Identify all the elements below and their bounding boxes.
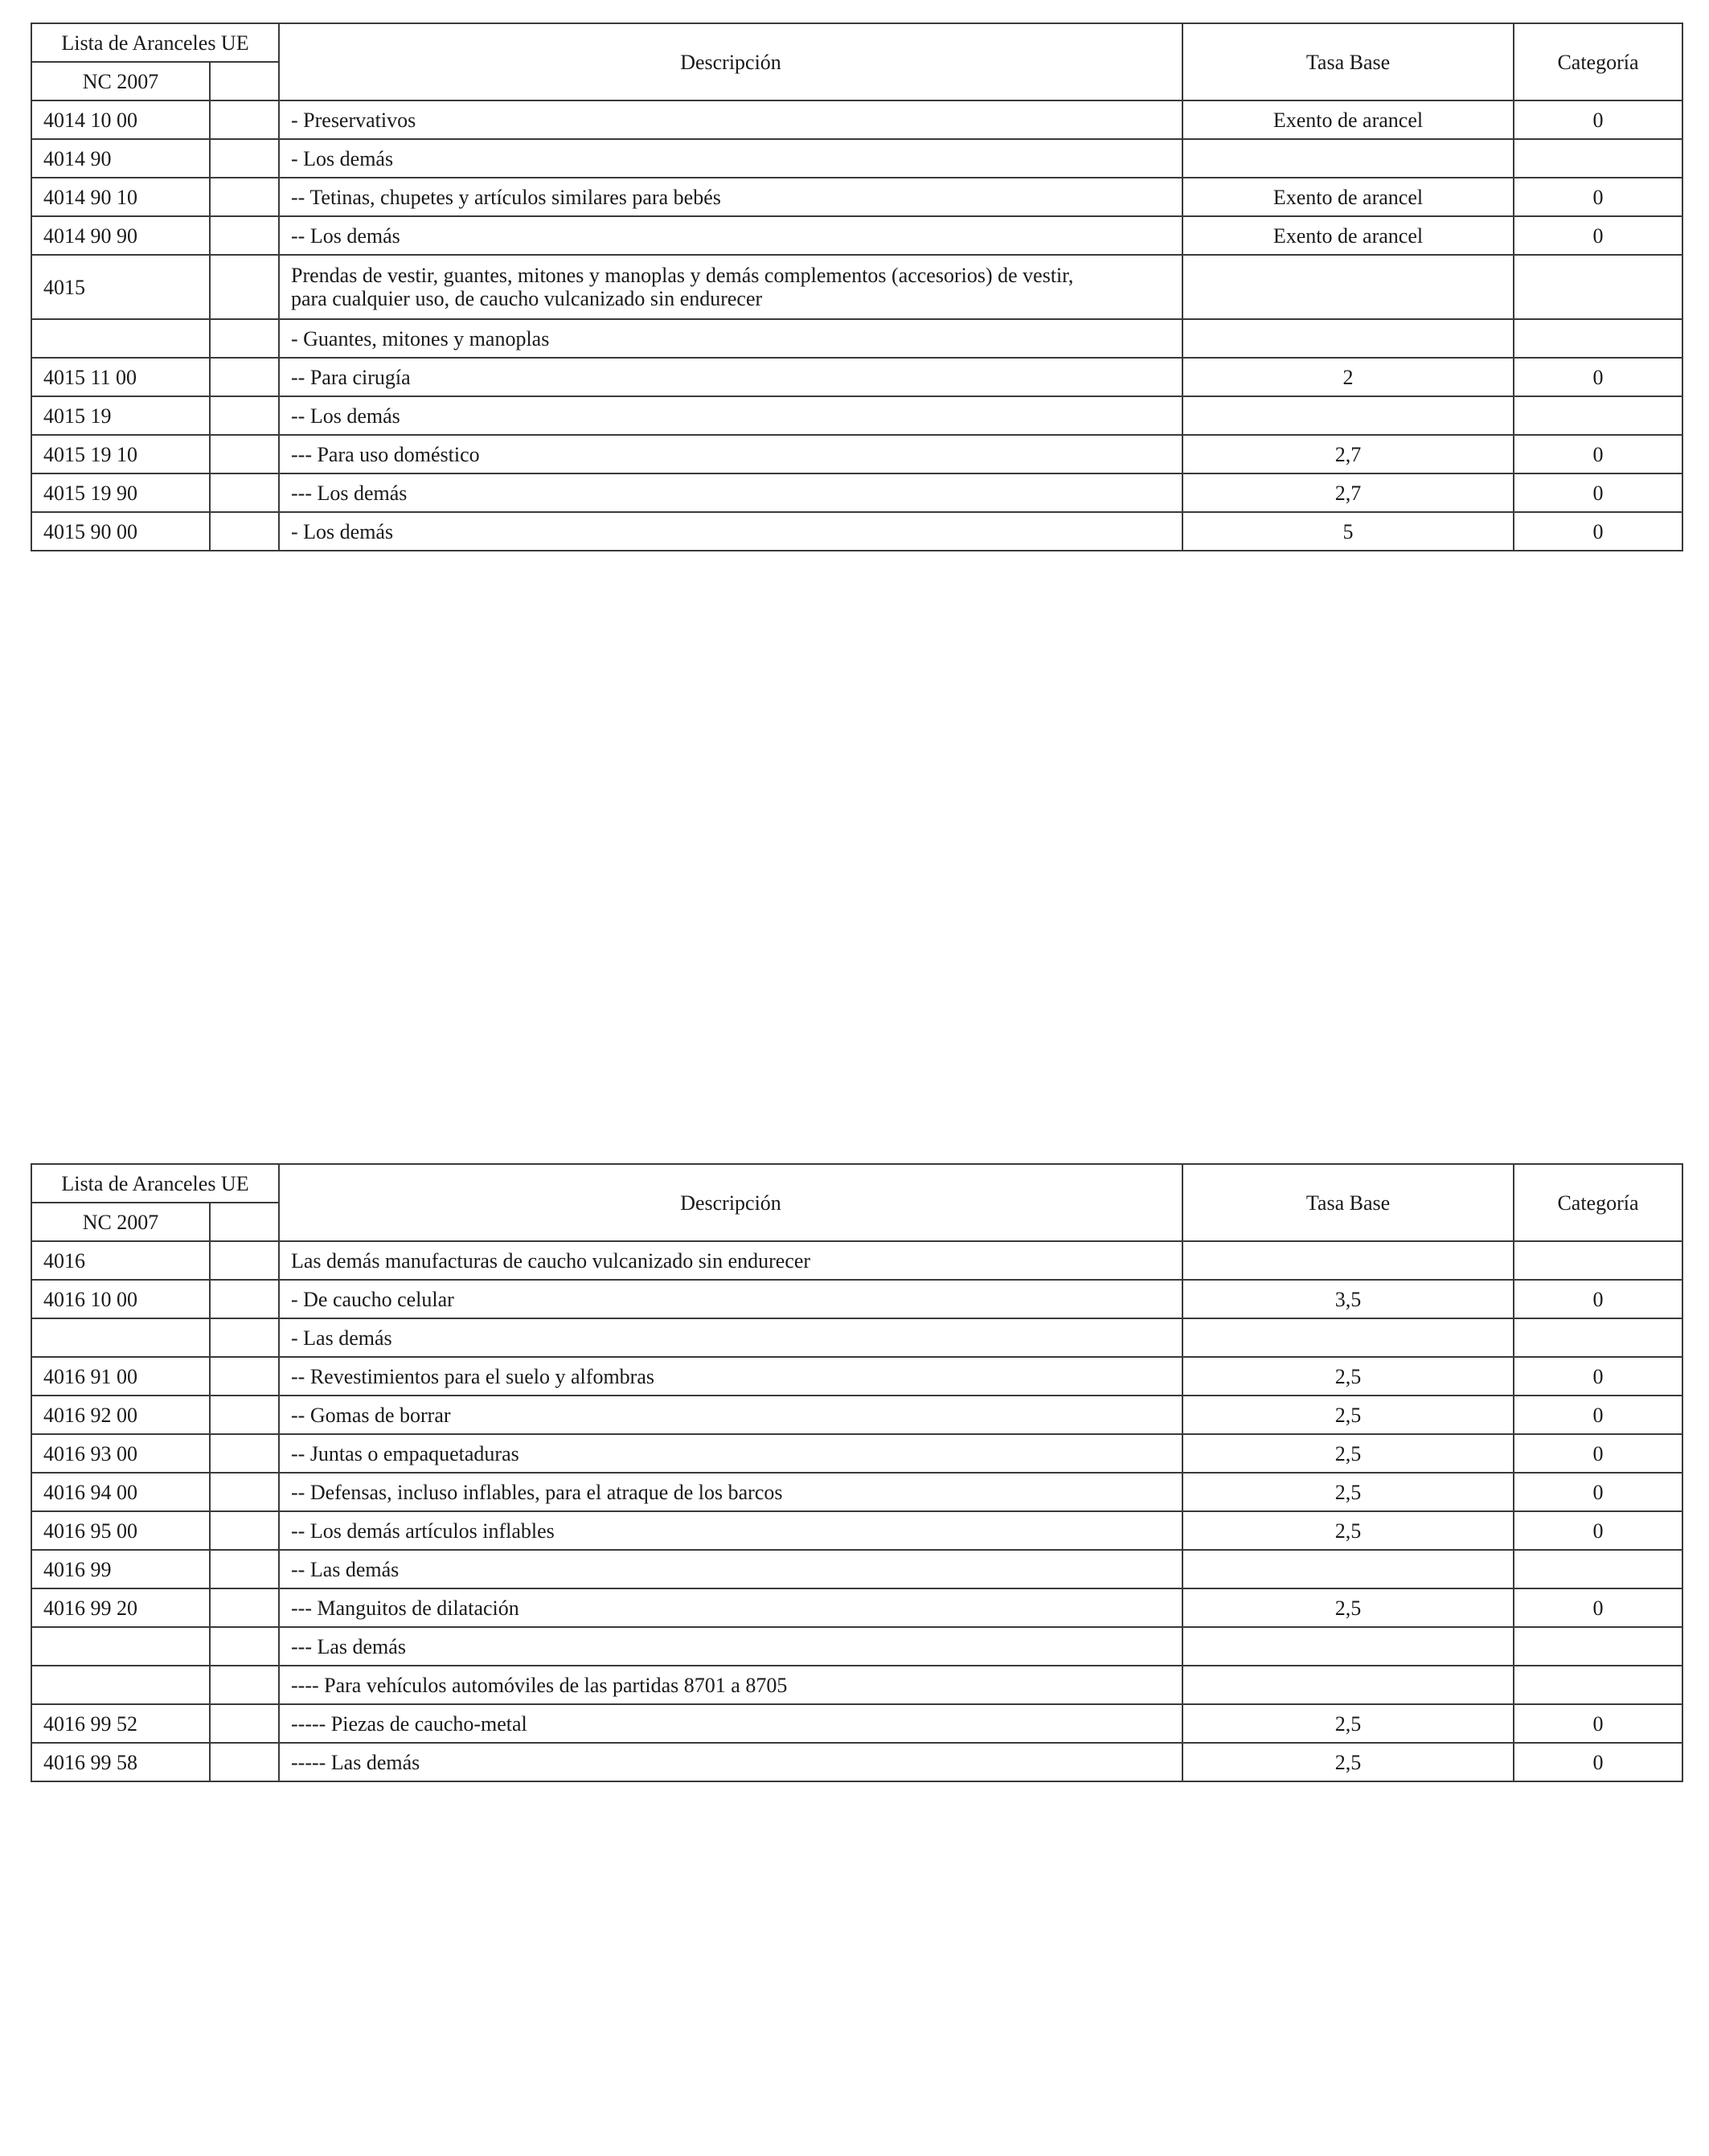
nc-code-cell: 4016 10 00 [31,1280,210,1318]
table-row [31,255,1682,319]
description-cell: - Preservativos [279,100,1182,139]
nc-code-cell [31,1318,210,1357]
base-rate-cell: 2,7 [1182,435,1514,473]
category-cell: 0 [1514,1396,1682,1434]
nc-code-cell: 4015 90 00 [31,512,210,551]
description-cell: -- Juntas o empaquetaduras [279,1434,1182,1473]
table-row [31,473,1682,512]
blank-cell [210,319,279,358]
table-row [31,1550,1682,1588]
header-row [31,23,1682,62]
base-rate-cell: 2,5 [1182,1357,1514,1396]
blank-cell [210,435,279,473]
tariff-table-2 [31,1163,1683,1782]
category-cell [1514,1627,1682,1666]
blank-cell [210,1704,279,1743]
nc-code-cell [31,1666,210,1704]
header-tariff-list: Lista de Aranceles UE [31,1164,279,1203]
blank-cell [210,1666,279,1704]
nc-code-cell: 4015 19 10 [31,435,210,473]
header-row [31,1164,1682,1203]
nc-code-cell: 4016 99 58 [31,1743,210,1781]
category-cell [1514,1550,1682,1588]
header-base-rate: Tasa Base [1182,23,1514,100]
table-row [31,178,1682,216]
category-cell: 0 [1514,216,1682,255]
base-rate-cell: 3,5 [1182,1280,1514,1318]
table-row [31,1588,1682,1627]
category-cell: 0 [1514,1357,1682,1396]
header-description: Descripción [279,23,1182,100]
blank-cell [210,216,279,255]
category-cell [1514,1318,1682,1357]
blank-cell [210,139,279,178]
description-cell: - De caucho celular [279,1280,1182,1318]
base-rate-cell: 2,5 [1182,1511,1514,1550]
table-row [31,1434,1682,1473]
category-cell [1514,1241,1682,1280]
base-rate-cell: Exento de arancel [1182,100,1514,139]
table-row [31,1473,1682,1511]
table-row [31,1241,1682,1280]
table-row [31,1511,1682,1550]
category-cell: 0 [1514,1280,1682,1318]
category-cell: 0 [1514,1588,1682,1627]
category-cell: 0 [1514,100,1682,139]
base-rate-cell [1182,139,1514,178]
header-blank-cell [210,1203,279,1241]
blank-cell [210,1241,279,1280]
header-base-rate: Tasa Base [1182,1164,1514,1241]
description-cell: -- Defensas, incluso inflables, para el atraque de los barcos [279,1473,1182,1511]
nc-code-cell: 4015 11 00 [31,358,210,396]
table-row [31,319,1682,358]
category-cell: 0 [1514,473,1682,512]
base-rate-cell: 2,5 [1182,1473,1514,1511]
category-cell [1514,255,1682,319]
base-rate-cell [1182,1666,1514,1704]
category-cell [1514,1666,1682,1704]
base-rate-cell [1182,1318,1514,1357]
tariff-table-1 [31,23,1683,551]
description-cell: -- Para cirugía [279,358,1182,396]
category-cell [1514,319,1682,358]
blank-cell [210,100,279,139]
description-cell: -- Los demás artículos inflables [279,1511,1182,1550]
nc-code-cell: 4014 90 10 [31,178,210,216]
nc-code-cell: 4016 [31,1241,210,1280]
table-row [31,216,1682,255]
base-rate-cell [1182,396,1514,435]
table-row [31,435,1682,473]
table-row [31,139,1682,178]
base-rate-cell: Exento de arancel [1182,216,1514,255]
category-cell: 0 [1514,512,1682,551]
nc-code-cell: 4014 10 00 [31,100,210,139]
blank-cell [210,1743,279,1781]
table-row [31,1357,1682,1396]
base-rate-cell: 5 [1182,512,1514,551]
blank-cell [210,1280,279,1318]
description-cell: -- Los demás [279,216,1182,255]
header-nc-2007: NC 2007 [31,62,210,100]
description-cell: - Las demás [279,1318,1182,1357]
blank-cell [210,1627,279,1666]
nc-code-cell: 4016 95 00 [31,1511,210,1550]
blank-cell [210,255,279,319]
blank-cell [210,512,279,551]
nc-code-cell: 4016 93 00 [31,1434,210,1473]
description-cell: -- Gomas de borrar [279,1396,1182,1434]
table-row [31,1704,1682,1743]
nc-code-cell: 4016 91 00 [31,1357,210,1396]
table-row [31,358,1682,396]
table-row [31,1318,1682,1357]
description-cell: - Los demás [279,512,1182,551]
nc-code-cell: 4015 19 [31,396,210,435]
table-row [31,100,1682,139]
description-cell: --- Para uso doméstico [279,435,1182,473]
description-cell: -- Los demás [279,396,1182,435]
description-cell [279,255,1182,319]
base-rate-cell: 2,5 [1182,1588,1514,1627]
category-cell: 0 [1514,1473,1682,1511]
header-category: Categoría [1514,1164,1682,1241]
description-cell: - Los demás [279,139,1182,178]
description-cell: - Guantes, mitones y manoplas [279,319,1182,358]
blank-cell [210,1434,279,1473]
category-cell: 0 [1514,1511,1682,1550]
header-tariff-list: Lista de Aranceles UE [31,23,279,62]
blank-cell [210,1588,279,1627]
table-row [31,512,1682,551]
table-row [31,1627,1682,1666]
header-description: Descripción [279,1164,1182,1241]
category-cell: 0 [1514,358,1682,396]
blank-cell [210,396,279,435]
blank-cell [210,1357,279,1396]
base-rate-cell: 2,7 [1182,473,1514,512]
header-blank-cell [210,62,279,100]
blank-cell [210,473,279,512]
header-nc-2007: NC 2007 [31,1203,210,1241]
base-rate-cell [1182,1627,1514,1666]
base-rate-cell: 2,5 [1182,1396,1514,1434]
blank-cell [210,1550,279,1588]
description-cell: Las demás manufacturas de caucho vulcanizado sin endurecer [279,1241,1182,1280]
nc-code-cell: 4015 [31,255,210,319]
base-rate-cell: Exento de arancel [1182,178,1514,216]
base-rate-cell: 2,5 [1182,1743,1514,1781]
header-category: Categoría [1514,23,1682,100]
category-cell: 0 [1514,1704,1682,1743]
blank-cell [210,358,279,396]
description-line: para cualquier uso, de caucho vulcanizado sin endurecer [291,287,763,310]
base-rate-cell: 2 [1182,358,1514,396]
base-rate-cell [1182,1550,1514,1588]
description-cell: ---- Para vehículos automóviles de las partidas 8701 a 8705 [279,1666,1182,1704]
description-cell: -- Revestimientos para el suelo y alfombras [279,1357,1182,1396]
table-row [31,1666,1682,1704]
blank-cell [210,178,279,216]
base-rate-cell [1182,1241,1514,1280]
table-row [31,1396,1682,1434]
blank-cell [210,1473,279,1511]
description-cell: --- Los demás [279,473,1182,512]
nc-code-cell: 4016 92 00 [31,1396,210,1434]
category-cell [1514,139,1682,178]
nc-code-cell: 4016 99 20 [31,1588,210,1627]
nc-code-cell: 4016 99 52 [31,1704,210,1743]
base-rate-cell [1182,255,1514,319]
description-cell: ----- Las demás [279,1743,1182,1781]
category-cell: 0 [1514,178,1682,216]
table-row [31,396,1682,435]
description-cell: --- Manguitos de dilatación [279,1588,1182,1627]
base-rate-cell: 2,5 [1182,1704,1514,1743]
nc-code-cell: 4016 94 00 [31,1473,210,1511]
blank-cell [210,1511,279,1550]
blank-cell [210,1396,279,1434]
description-line: Prendas de vestir, guantes, mitones y manoplas y demás complementos (accesorios) de vestir, [291,264,1074,287]
table-2-body [31,1164,1682,1781]
nc-code-cell: 4014 90 90 [31,216,210,255]
category-cell: 0 [1514,1743,1682,1781]
category-cell: 0 [1514,1434,1682,1473]
table-1-body [31,23,1682,551]
base-rate-cell: 2,5 [1182,1434,1514,1473]
description-cell: -- Las demás [279,1550,1182,1588]
description-cell: --- Las demás [279,1627,1182,1666]
category-cell [1514,396,1682,435]
base-rate-cell [1182,319,1514,358]
nc-code-cell: 4016 99 [31,1550,210,1588]
table-row [31,1743,1682,1781]
nc-code-cell: 4014 90 [31,139,210,178]
nc-code-cell [31,319,210,358]
blank-cell [210,1318,279,1357]
nc-code-cell: 4015 19 90 [31,473,210,512]
category-cell: 0 [1514,435,1682,473]
nc-code-cell [31,1627,210,1666]
description-cell: ----- Piezas de caucho-metal [279,1704,1182,1743]
description-cell: -- Tetinas, chupetes y artículos similares para bebés [279,178,1182,216]
table-row [31,1280,1682,1318]
